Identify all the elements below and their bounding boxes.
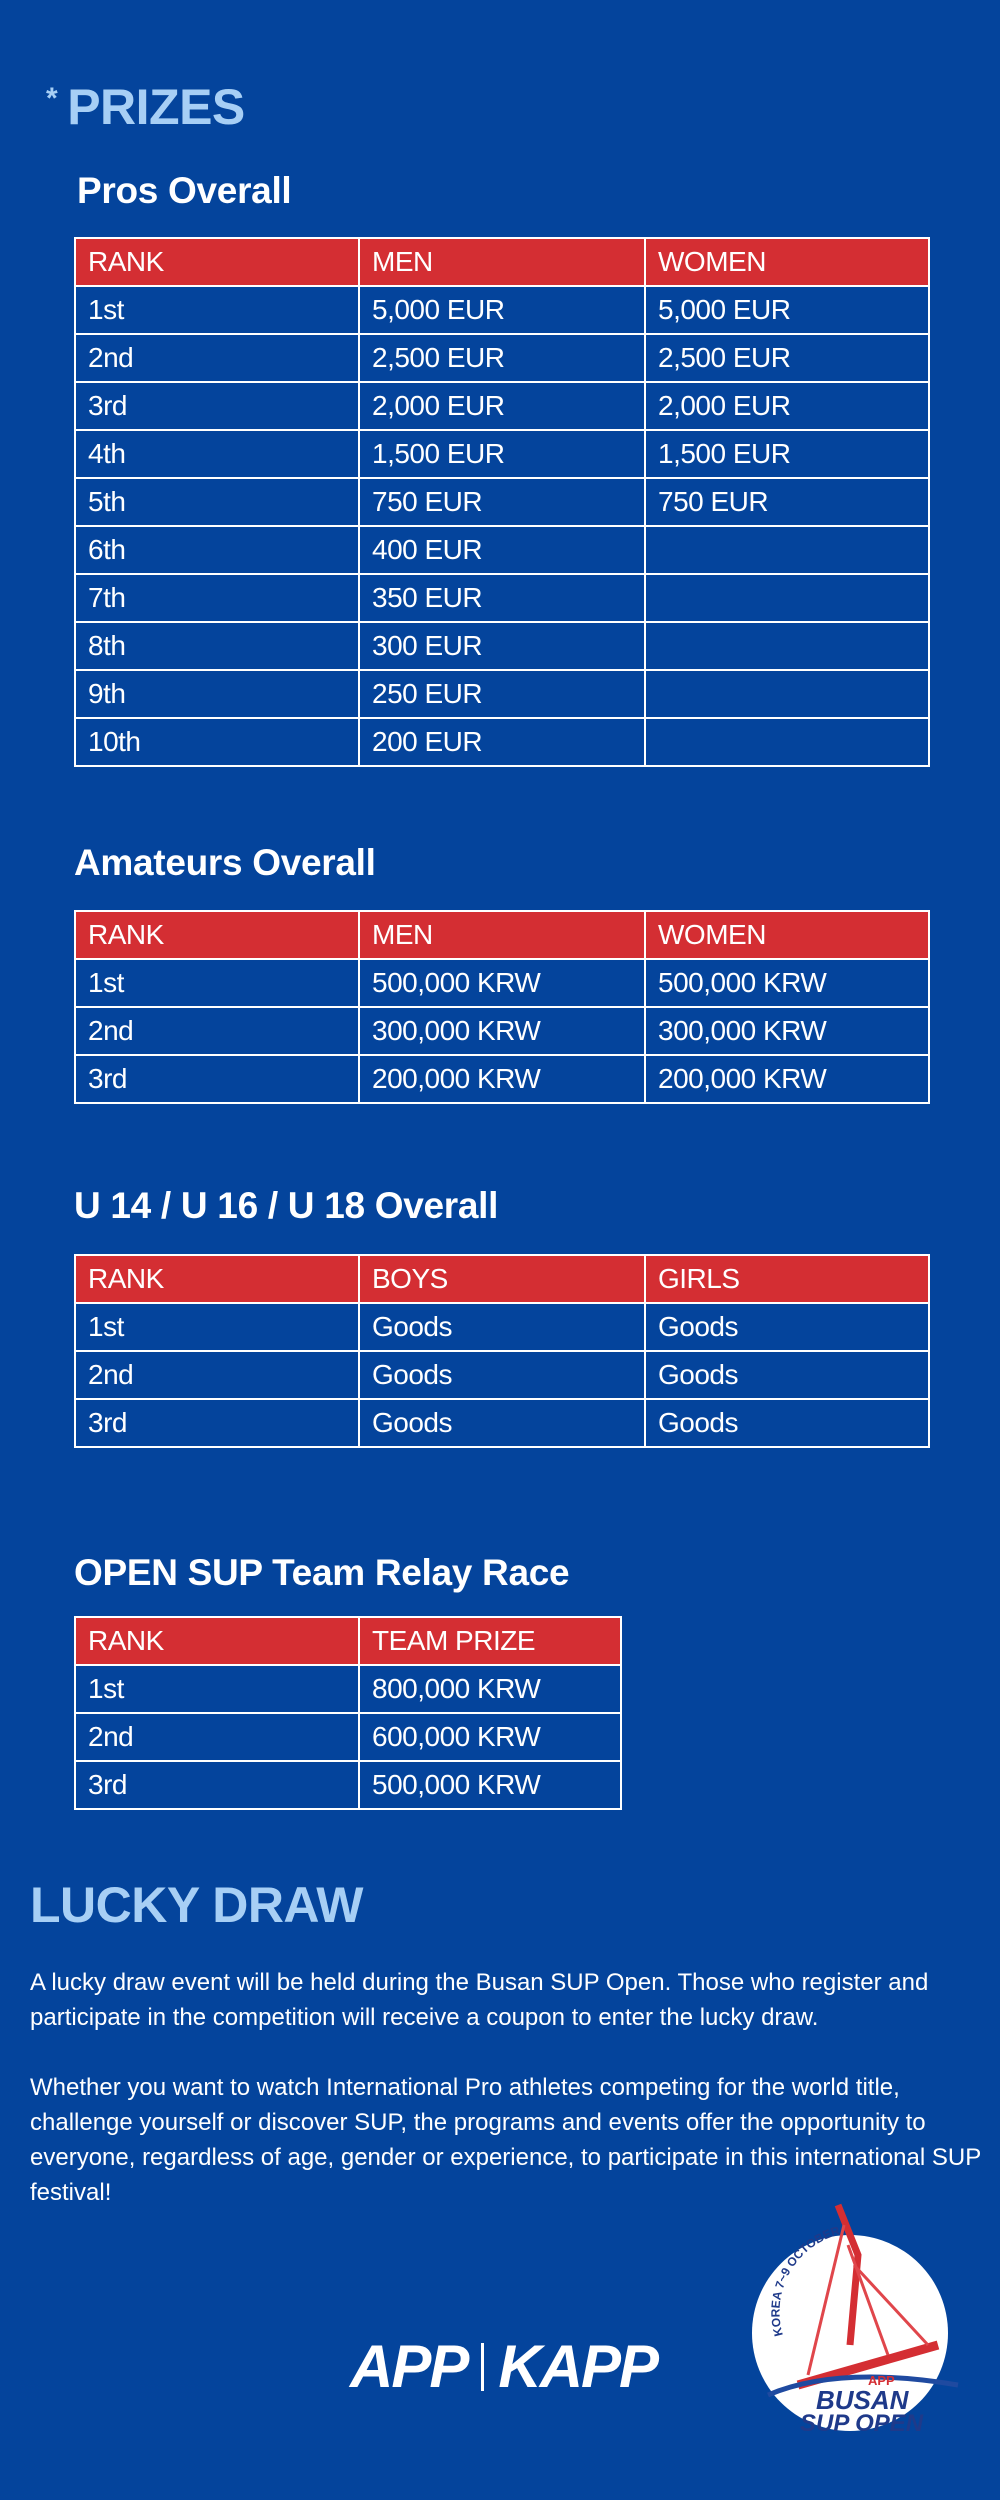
app-logo: APP: [350, 2333, 468, 2400]
rank-cell: 2nd: [75, 334, 359, 382]
prize-cell: 200,000 KRW: [359, 1055, 645, 1103]
rank-cell: 1st: [75, 1665, 359, 1713]
prize-cell: 2,000 EUR: [359, 382, 645, 430]
amateurs-overall-title: Amateurs Overall: [74, 842, 376, 883]
amateurs-overall-table: [74, 910, 930, 1104]
table-row: [75, 1713, 621, 1761]
prize-cell: 2,500 EUR: [645, 334, 929, 382]
logo-divider: [481, 2343, 484, 2391]
badge-app-text: APP: [868, 2373, 895, 2388]
column-header: WOMEN: [645, 911, 929, 959]
table-row: [75, 526, 929, 574]
column-header: TEAM PRIZE: [359, 1617, 621, 1665]
lucky-draw-paragraph-2: Whether you want to watch International Pro athletes competing for the world title, challenge yourself or discover SUP, the programs and events offer the opportunity to everyone, regardless of age, gender or experience, to participate in this international SUP festival!: [30, 2074, 981, 2206]
prize-cell: 800,000 KRW: [359, 1665, 621, 1713]
table-row: [75, 718, 929, 766]
rank-cell: 1st: [75, 959, 359, 1007]
prize-cell: 350 EUR: [359, 574, 645, 622]
rank-cell: 4th: [75, 430, 359, 478]
rank-cell: 3rd: [75, 1761, 359, 1809]
prize-cell: 500,000 KRW: [645, 959, 929, 1007]
prize-cell: 400 EUR: [359, 526, 645, 574]
rank-cell: 5th: [75, 478, 359, 526]
prize-cell: 5,000 EUR: [359, 286, 645, 334]
table-row: [75, 1351, 929, 1399]
prize-cell: Goods: [645, 1351, 929, 1399]
table-row: [75, 1007, 929, 1055]
rank-cell: 2nd: [75, 1351, 359, 1399]
prize-cell: [645, 670, 929, 718]
prize-cell: 200,000 KRW: [645, 1055, 929, 1103]
prize-cell: [645, 574, 929, 622]
prize-cell: [645, 526, 929, 574]
prizes-heading: [46, 78, 245, 136]
prize-cell: Goods: [645, 1303, 929, 1351]
table-row: [75, 622, 929, 670]
prize-cell: 5,000 EUR: [645, 286, 929, 334]
column-header: MEN: [359, 911, 645, 959]
youth-overall-title: U 14 / U 16 / U 18 Overall: [74, 1185, 499, 1226]
kapp-logo: KAPP: [498, 2333, 658, 2400]
rank-cell: 8th: [75, 622, 359, 670]
prize-cell: 1,500 EUR: [645, 430, 929, 478]
table-row: [75, 1303, 929, 1351]
table-row: [75, 478, 929, 526]
column-header: RANK: [75, 911, 359, 959]
prize-cell: [645, 622, 929, 670]
rank-cell: 9th: [75, 670, 359, 718]
prize-cell: 750 EUR: [645, 478, 929, 526]
table-row: [75, 1055, 929, 1103]
busan-sup-open-badge: [738, 2195, 978, 2435]
sponsor-logos: [350, 2332, 657, 2401]
rank-cell: 6th: [75, 526, 359, 574]
relay-race-title: OPEN SUP Team Relay Race: [74, 1552, 570, 1593]
table-header-row: [75, 1255, 929, 1303]
prize-cell: Goods: [359, 1351, 645, 1399]
rank-cell: 2nd: [75, 1007, 359, 1055]
table-row: [75, 430, 929, 478]
prize-cell: Goods: [359, 1303, 645, 1351]
column-header: RANK: [75, 1617, 359, 1665]
table-row: [75, 574, 929, 622]
table-row: [75, 1399, 929, 1447]
prize-cell: Goods: [359, 1399, 645, 1447]
column-header: RANK: [75, 1255, 359, 1303]
column-header: WOMEN: [645, 238, 929, 286]
badge-sup-open-text: SUP OPEN: [800, 2410, 924, 2435]
asterisk-icon: *: [46, 82, 58, 115]
prize-cell: 1,500 EUR: [359, 430, 645, 478]
column-header: MEN: [359, 238, 645, 286]
prize-cell: 200 EUR: [359, 718, 645, 766]
rank-cell: 3rd: [75, 1399, 359, 1447]
table-row: [75, 382, 929, 430]
prize-cell: 750 EUR: [359, 478, 645, 526]
rank-cell: 3rd: [75, 382, 359, 430]
prize-cell: 250 EUR: [359, 670, 645, 718]
prize-cell: 500,000 KRW: [359, 959, 645, 1007]
pros-overall-title: Pros Overall: [77, 170, 292, 211]
lucky-draw-paragraph-1: A lucky draw event will be held during the Busan SUP Open. Those who register and participate in the competition will receive a coupon to enter the lucky draw.: [30, 1969, 929, 2031]
rank-cell: 2nd: [75, 1713, 359, 1761]
table-row: [75, 959, 929, 1007]
youth-overall-table: [74, 1254, 930, 1448]
table-row: [75, 1761, 621, 1809]
table-header-row: [75, 1617, 621, 1665]
rank-cell: 7th: [75, 574, 359, 622]
rank-cell: 1st: [75, 286, 359, 334]
lucky-draw-title: LUCKY DRAW: [30, 1877, 363, 1933]
prize-cell: Goods: [645, 1399, 929, 1447]
prize-cell: 300 EUR: [359, 622, 645, 670]
prize-cell: 2,000 EUR: [645, 382, 929, 430]
table-row: [75, 334, 929, 382]
table-row: [75, 286, 929, 334]
prize-cell: 300,000 KRW: [359, 1007, 645, 1055]
badge-busan-text: BUSAN: [816, 2385, 909, 2415]
column-header: GIRLS: [645, 1255, 929, 1303]
table-header-row: [75, 911, 929, 959]
rank-cell: 3rd: [75, 1055, 359, 1103]
rank-cell: 10th: [75, 718, 359, 766]
table-row: [75, 1665, 621, 1713]
prize-cell: 2,500 EUR: [359, 334, 645, 382]
badge-arc-text: KOREA 7~9 OCTOBER: [768, 2223, 842, 2338]
table-row: [75, 670, 929, 718]
table-header-row: [75, 238, 929, 286]
rank-cell: 1st: [75, 1303, 359, 1351]
prizes-heading-text: PRIZES: [67, 79, 245, 135]
prize-cell: [645, 718, 929, 766]
prize-cell: 300,000 KRW: [645, 1007, 929, 1055]
pros-overall-table: [74, 237, 930, 767]
prize-cell: 600,000 KRW: [359, 1713, 621, 1761]
prize-cell: 500,000 KRW: [359, 1761, 621, 1809]
relay-race-table: [74, 1616, 622, 1810]
column-header: RANK: [75, 238, 359, 286]
column-header: BOYS: [359, 1255, 645, 1303]
